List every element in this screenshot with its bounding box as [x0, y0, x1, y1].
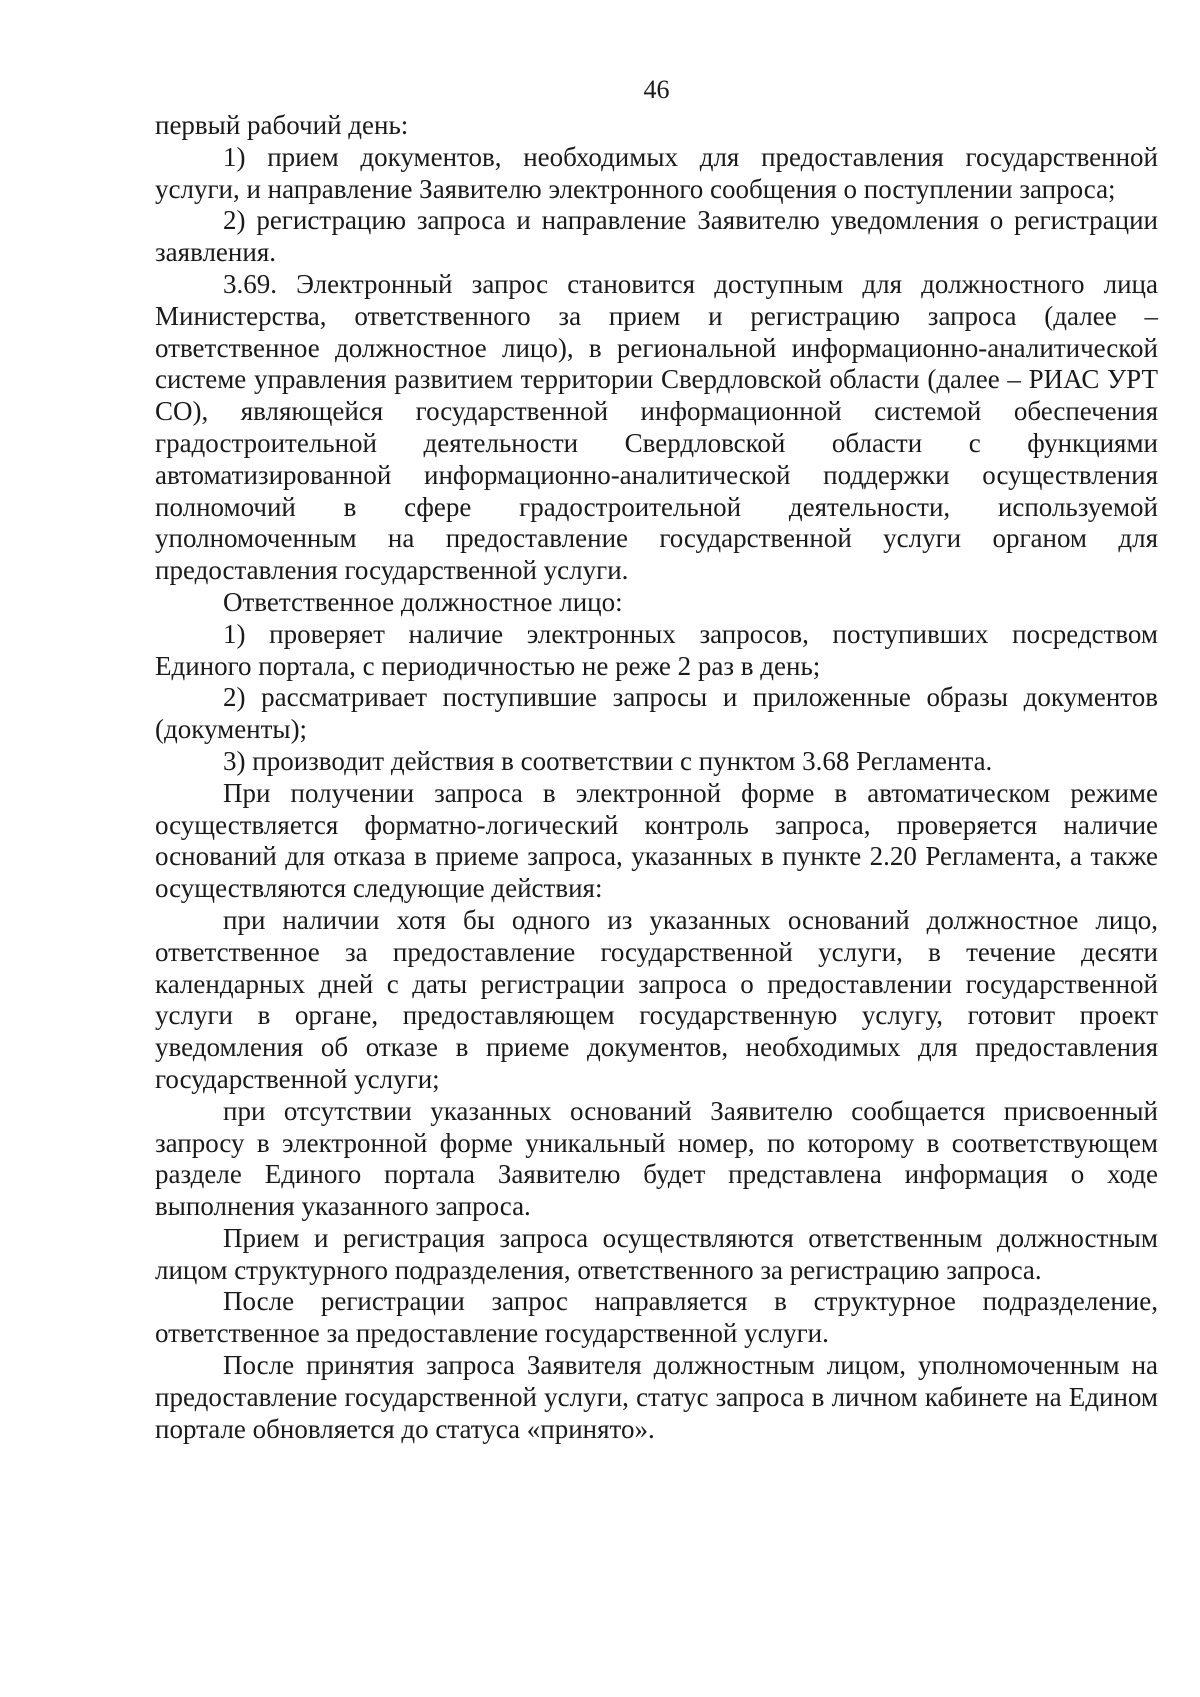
paragraph: После регистрации запрос направляется в структурное подразделение, ответственное за предоставление государственной услуги. — [155, 1286, 1158, 1349]
paragraph: 2) регистрацию запроса и направление Заявителю уведомления о регистрации заявления. — [155, 205, 1158, 268]
page-number: 46 — [643, 75, 670, 104]
paragraph: при отсутствии указанных оснований Заявителю сообщается присвоенный запросу в электронной форме уникальный номер, по которому в соответствующем разделе Единого портала Заявителю будет представлена информация о ходе выполнения указанного запроса. — [155, 1095, 1158, 1222]
paragraph: при наличии хотя бы одного из указанных оснований должностное лицо, ответственное за предоставление государственной услуги, в течение десяти календарных дней с даты регистрации запроса о предоставлении государственной услуги в органе, предоставляющем государственную услугу, готовит проект уведомления об отказе в приеме документов, необходимых для предоставления государственной услуги; — [155, 904, 1158, 1094]
document-body — [155, 110, 1158, 1445]
paragraph: первый рабочий день: — [155, 110, 409, 140]
paragraph: 1) прием документов, необходимых для предоставления государственной услуги, и направление Заявителю электронного сообщения о поступлении запроса; — [155, 141, 1158, 204]
paragraph: После принятия запроса Заявителя должностным лицом, уполномоченным на предоставление государственной услуги, статус запроса в личном кабинете на Едином портале обновляется до статуса «принято». — [155, 1350, 1158, 1444]
paragraph: При получении запроса в электронной форме в автоматическом режиме осуществляется форматно-логический контроль запроса, проверяется наличие оснований для отказа в приеме запроса, указанных в пункте 2.20 Регламента, а также осуществляются следующие действия: — [155, 777, 1158, 904]
paragraph: 3.69. Электронный запрос становится доступным для должностного лица Министерства, ответственного за прием и регистрацию запроса (далее – ответственное должностное лицо), в региональной информационно-аналитической системе управления развитием территории Свердловской области (далее – РИАС УРТ СО), являющейся государственной информационной системой обеспечения градостроительной деятельности Свердловской области с функциями автоматизированной информационно-аналитической поддержки осуществления полномочий в сфере градостроительной деятельности, используемой уполномоченным на предоставление государственной услуги органом для предоставления государственной услуги. — [155, 268, 1158, 586]
paragraph: 2) рассматривает поступившие запросы и приложенные образы документов (документы); — [155, 682, 1158, 745]
paragraph: 3) производит действия в соответствии с пунктом 3.68 Регламента. — [223, 745, 993, 776]
paragraph: Прием и регистрация запроса осуществляются ответственным должностным лицом структурного подразделения, ответственного за регистрацию запроса. — [155, 1222, 1158, 1285]
document-page — [155, 70, 1158, 1445]
paragraph: 1) проверяет наличие электронных запросов, поступивших посредством Единого портала, с периодичностью не реже 2 раз в день; — [155, 618, 1158, 681]
paragraph: Ответственное должностное лицо: — [223, 586, 623, 617]
